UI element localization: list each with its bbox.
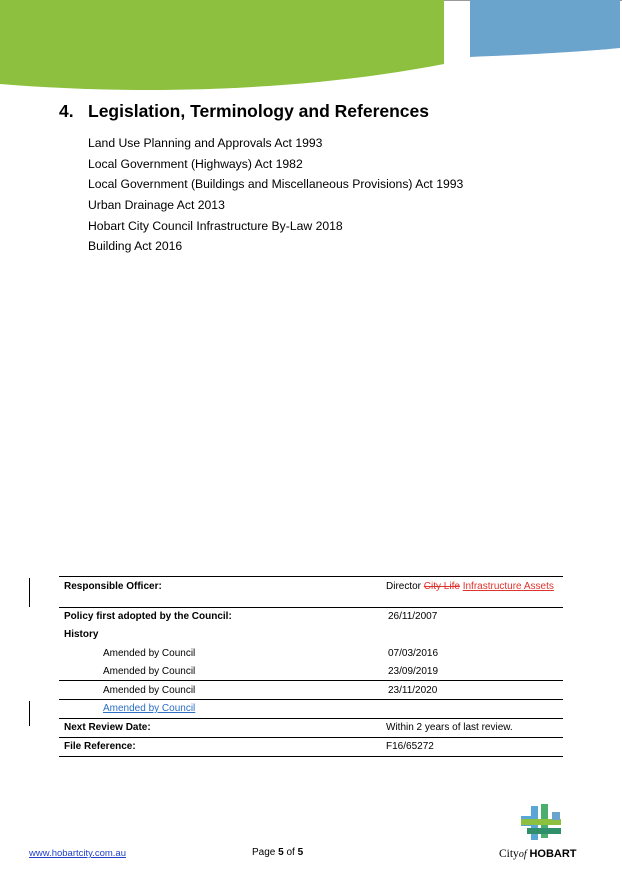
amendment-date: 07/03/2016: [388, 647, 439, 659]
amendment-row: [59, 663, 563, 681]
responsible-officer-prefix: Director: [386, 581, 422, 592]
responsible-officer-row: [59, 577, 563, 608]
responsible-officer-label: Responsible Officer:: [59, 577, 383, 608]
page-word: Page: [252, 847, 276, 858]
amendment-label: Amended by Council: [103, 665, 196, 677]
next-review-value: Within 2 years of last review.: [383, 719, 563, 738]
legislation-item: Land Use Planning and Approvals Act 1993: [88, 136, 323, 150]
page-number: [252, 847, 303, 858]
logo-of: of: [518, 849, 527, 860]
revision-margin-bar: [29, 578, 30, 607]
city-of-hobart-logo-text: [499, 848, 577, 860]
policy-info-table: [59, 576, 563, 757]
amendment-label: Amended by Council: [59, 681, 383, 700]
legislation-item: Building Act 2016: [88, 239, 183, 254]
adopted-label: Policy first adopted by the Council:: [59, 608, 383, 626]
amendment-date: 23/11/2020: [383, 681, 563, 700]
page-total: 5: [297, 847, 304, 858]
revision-margin-bar: [29, 701, 30, 726]
green-swoosh: [0, 0, 444, 90]
next-review-label: Next Review Date:: [59, 719, 383, 738]
adopted-date: 26/11/2007: [383, 608, 563, 626]
amendment-row: [59, 644, 563, 663]
amendment-label: Amended by Council: [103, 647, 196, 659]
section-number: 4.: [59, 101, 74, 121]
page-current: 5: [278, 847, 284, 858]
legislation-list: [88, 135, 463, 259]
pending-amendment-link[interactable]: Amended by Council: [103, 703, 196, 714]
logo-city: City: [499, 848, 519, 860]
legislation-item: Local Government (Buildings and Miscellaneous Provisions) Act 1993: [88, 177, 464, 192]
inserted-text: Infrastructure Assets: [462, 581, 554, 592]
blue-banner: [470, 0, 620, 57]
legislation-item: Local Government (Highways) Act 1982: [88, 156, 303, 171]
deleted-text: City Life: [423, 581, 460, 592]
amendment-row: [59, 681, 563, 700]
history-label: History: [64, 628, 99, 640]
section-heading: [59, 101, 429, 122]
legislation-item: Urban Drainage Act 2013: [88, 198, 225, 213]
header-decoration: [0, 0, 622, 100]
history-row: [59, 626, 563, 644]
section-title: Legislation, Terminology and References: [88, 101, 430, 121]
page-of: of: [286, 847, 295, 858]
website-link[interactable]: www.hobartcity.com.au: [29, 848, 126, 859]
file-reference-row: [59, 738, 563, 757]
amendment-date: 23/09/2019: [388, 665, 439, 677]
pending-amendment-row: [59, 700, 563, 719]
logo-name: HOBART: [529, 848, 577, 860]
responsible-officer-value: [383, 577, 563, 608]
file-reference-value: F16/65272: [383, 738, 563, 757]
file-reference-label: File Reference:: [59, 738, 383, 757]
legislation-item: Hobart City Council Infrastructure By-Law 2018: [88, 218, 343, 233]
city-of-hobart-logo-icon: [517, 802, 563, 842]
adopted-row: [59, 608, 563, 626]
next-review-row: [59, 719, 563, 738]
